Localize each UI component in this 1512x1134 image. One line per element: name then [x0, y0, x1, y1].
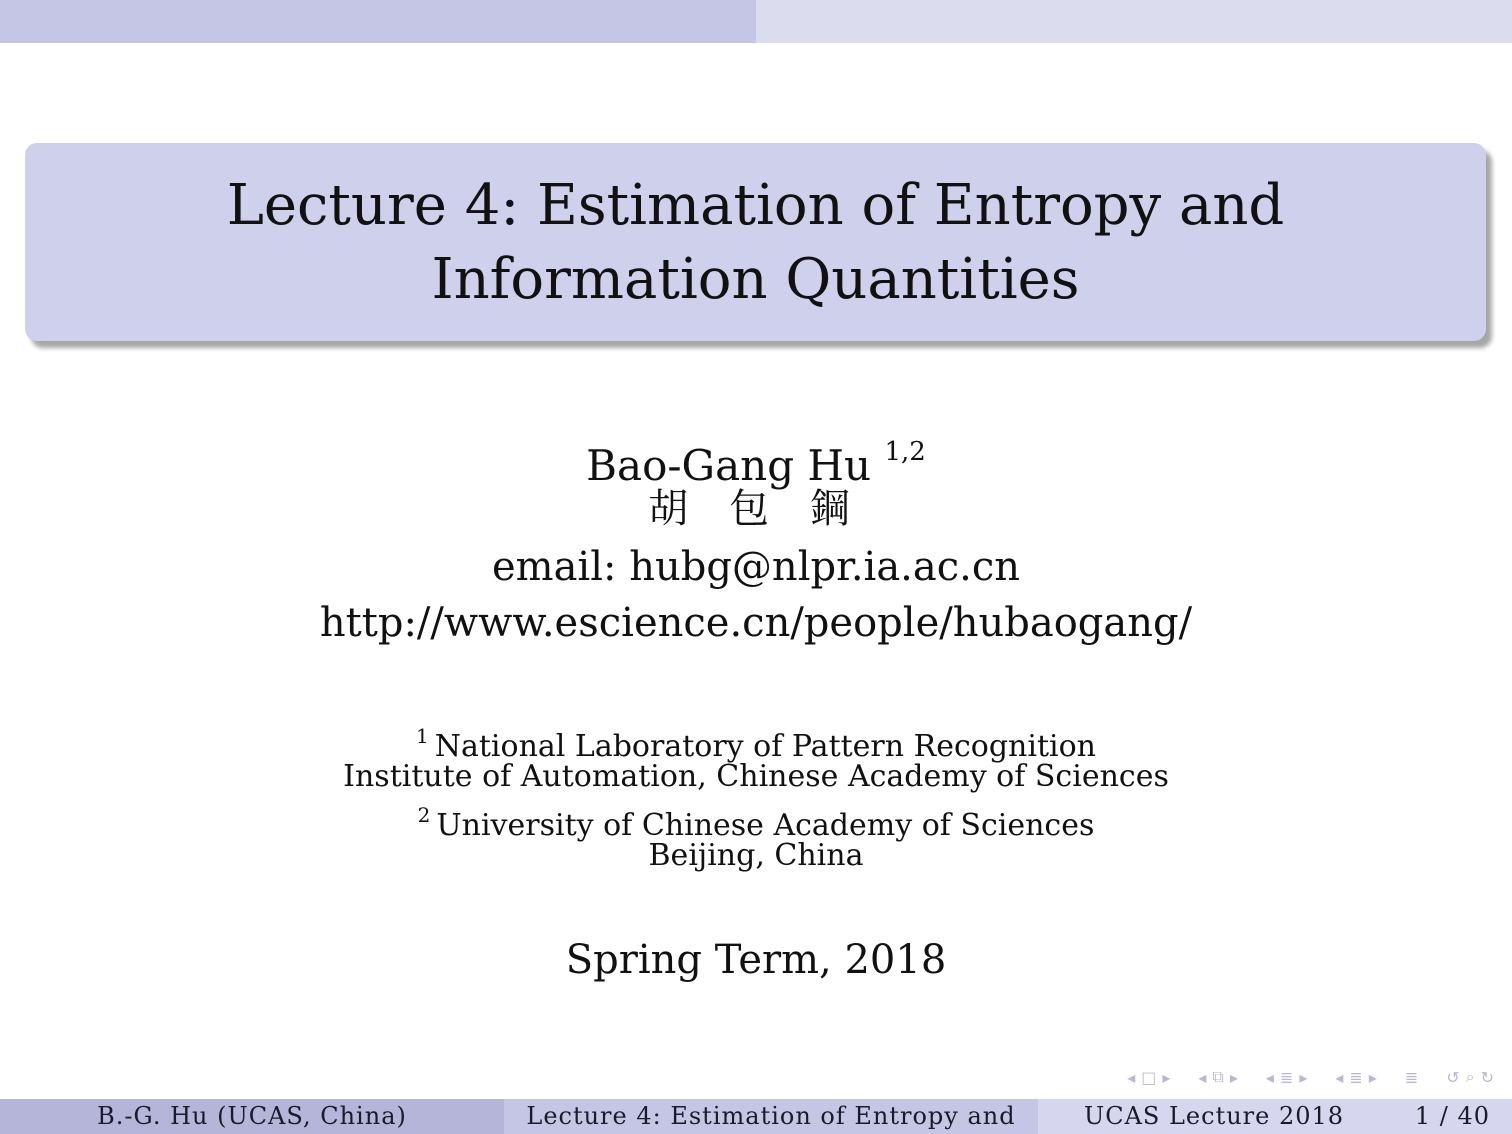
- appendix-next-icon[interactable]: ▸: [1368, 1067, 1377, 1087]
- author-email[interactable]: email: hubg@nlpr.ia.ac.cn: [491, 544, 1021, 590]
- appendix-icon[interactable]: ≣: [1349, 1067, 1363, 1087]
- frame-prev-icon[interactable]: ◂: [1127, 1067, 1136, 1087]
- title-line-2: Information Quantities: [431, 247, 1080, 312]
- section-prev-icon[interactable]: ◂: [1265, 1067, 1274, 1087]
- affiliation-location: Beijing, China: [648, 838, 864, 873]
- subsection-icon[interactable]: ⧉: [1212, 1067, 1224, 1086]
- affiliation-1-institute: Institute of Automation, Chinese Academy of Sciences: [343, 759, 1169, 794]
- affiliation-2-text: University of Chinese Academy of Sciences: [436, 808, 1095, 843]
- footer-bar: [0, 1099, 1512, 1134]
- subsection-next-icon[interactable]: ▸: [1229, 1067, 1238, 1087]
- subsection-prev-icon[interactable]: ◂: [1198, 1067, 1207, 1087]
- header-bar-right: [756, 0, 1512, 43]
- affiliation-1-text: National Laboratory of Pattern Recognition: [434, 729, 1096, 764]
- appendix-prev-icon[interactable]: ◂: [1335, 1067, 1344, 1087]
- footer-page-number: 1 / 40: [1414, 1102, 1490, 1130]
- author-url[interactable]: http://www.escience.cn/people/hubaogang/: [319, 600, 1193, 646]
- author-chinese-name: 胡 包 鋼: [648, 486, 864, 532]
- page-title: [227, 169, 1285, 317]
- section-next-icon[interactable]: ▸: [1299, 1067, 1308, 1087]
- toc-icon[interactable]: ≣: [1404, 1067, 1419, 1087]
- affiliation-1-mark: 1: [415, 724, 429, 748]
- header-bar: [0, 0, 1512, 43]
- footer-title: Lecture 4: Estimation of Entropy and: [504, 1099, 1038, 1134]
- footer-author: B.-G. Hu (UCAS, China): [0, 1099, 504, 1134]
- back-icon[interactable]: ↺: [1446, 1067, 1460, 1087]
- affiliation-2-mark: 2: [417, 803, 431, 827]
- beamer-navigation: [1127, 1064, 1494, 1090]
- author-name: Bao-Gang Hu: [586, 441, 872, 490]
- term-date: Spring Term, 2018: [565, 937, 947, 983]
- footer-event: UCAS Lecture 2018: [1084, 1102, 1345, 1130]
- section-icon[interactable]: ≣: [1279, 1067, 1294, 1087]
- search-icon[interactable]: ⌕: [1465, 1067, 1475, 1086]
- frame-icon[interactable]: □: [1141, 1067, 1157, 1087]
- footer-right: [1038, 1099, 1512, 1134]
- title-line-1: Lecture 4: Estimation of Entropy and: [226, 173, 1285, 238]
- frame-next-icon[interactable]: ▸: [1162, 1067, 1171, 1087]
- title-box: [25, 143, 1486, 341]
- author-affil-marks: 1,2: [884, 437, 926, 467]
- forward-icon[interactable]: ↻: [1480, 1067, 1494, 1087]
- header-bar-left: [0, 0, 756, 43]
